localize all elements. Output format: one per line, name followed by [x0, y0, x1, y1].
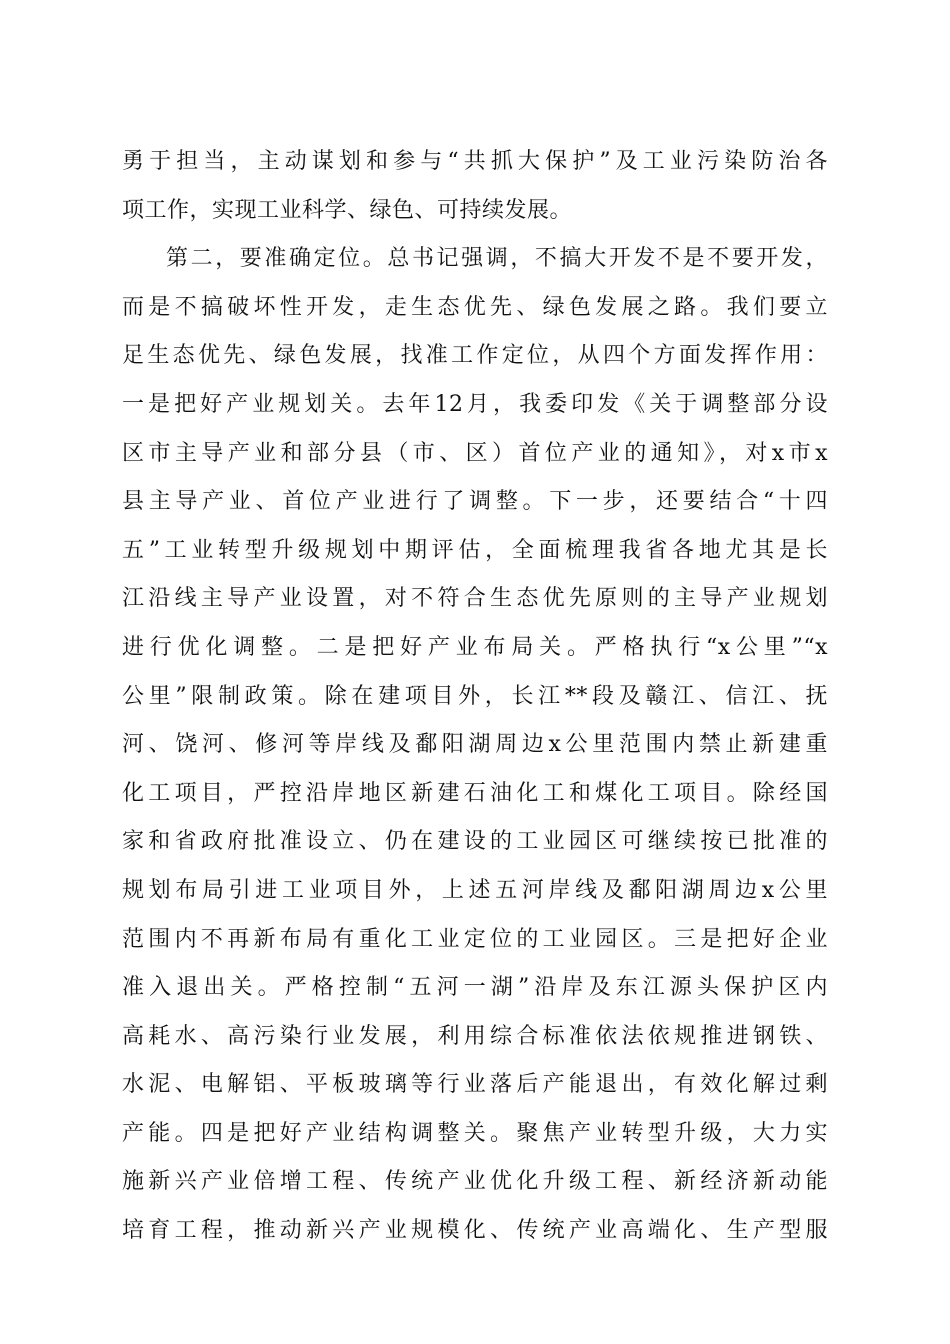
text-line: 江沿线主导产业设置，对不符合生态优先原则的主导产业规划 — [122, 586, 828, 612]
text-line: 家和省政府批准设立、仍在建设的工业园区可继续按已批准的 — [122, 829, 828, 855]
text-line: 河、饶河、修河等岸线及鄱阳湖周边x公里范围内禁止新建重 — [122, 732, 828, 758]
text-line: 勇于担当，主动谋划和参与“共抓大保护”及工业污染防治各 — [122, 149, 828, 174]
text-line: 化工项目，严控沿岸地区新建石油化工和煤化工项目。除经国 — [122, 780, 828, 806]
text-line: 项工作，实现工业科学、绿色、可持续发展。 — [122, 197, 573, 223]
text-line: 规划布局引进工业项目外，上述五河岸线及鄱阳湖周边x公里 — [122, 877, 828, 903]
text-line: 县主导产业、首位产业进行了调整。下一步，还要结合“十四 — [122, 489, 828, 515]
text-line: 产能。四是把好产业结构调整关。聚焦产业转型升级，大力实 — [122, 1120, 828, 1146]
text-line: 准入退出关。严格控制“五河一湖”沿岸及东江源头保护区内 — [122, 975, 828, 1001]
text-line: 足生态优先、绿色发展，找准工作定位，从四个方面发挥作用： — [122, 343, 828, 369]
text-line: 范围内不再新布局有重化工业定位的工业园区。三是把好企业 — [122, 926, 828, 952]
text-line: 而是不搞破坏性开发，走生态优先、绿色发展之路。我们要立 — [122, 294, 828, 320]
text-line: 区市主导产业和部分县（市、区）首位产业的通知》，对x市x — [122, 440, 828, 466]
text-line: 一是把好产业规划关。去年12月，我委印发《关于调整部分设 — [122, 391, 828, 417]
text-line: 进行优化调整。二是把好产业布局关。严格执行“x公里”“x — [122, 634, 828, 660]
text-line: 公里”限制政策。除在建项目外，长江**段及赣江、信江、抚 — [122, 683, 828, 709]
text-line: 施新兴产业倍增工程、传统产业优化升级工程、新经济新动能 — [122, 1169, 828, 1195]
text-line: 培育工程，推动新兴产业规模化、传统产业高端化、生产型服 — [122, 1218, 828, 1244]
text-line: 高耗水、高污染行业发展，利用综合标准依法依规推进钢铁、 — [122, 1023, 828, 1049]
text-line: 五”工业转型升级规划中期评估，全面梳理我省各地尤其是长 — [122, 537, 828, 563]
text-line: 水泥、电解铝、平板玻璃等行业落后产能退出，有效化解过剩 — [122, 1072, 828, 1098]
body-text — [122, 138, 828, 1256]
paragraph-start-line: 第二，要准确定位。总书记强调，不搞大开发不是不要开发， — [166, 246, 828, 272]
